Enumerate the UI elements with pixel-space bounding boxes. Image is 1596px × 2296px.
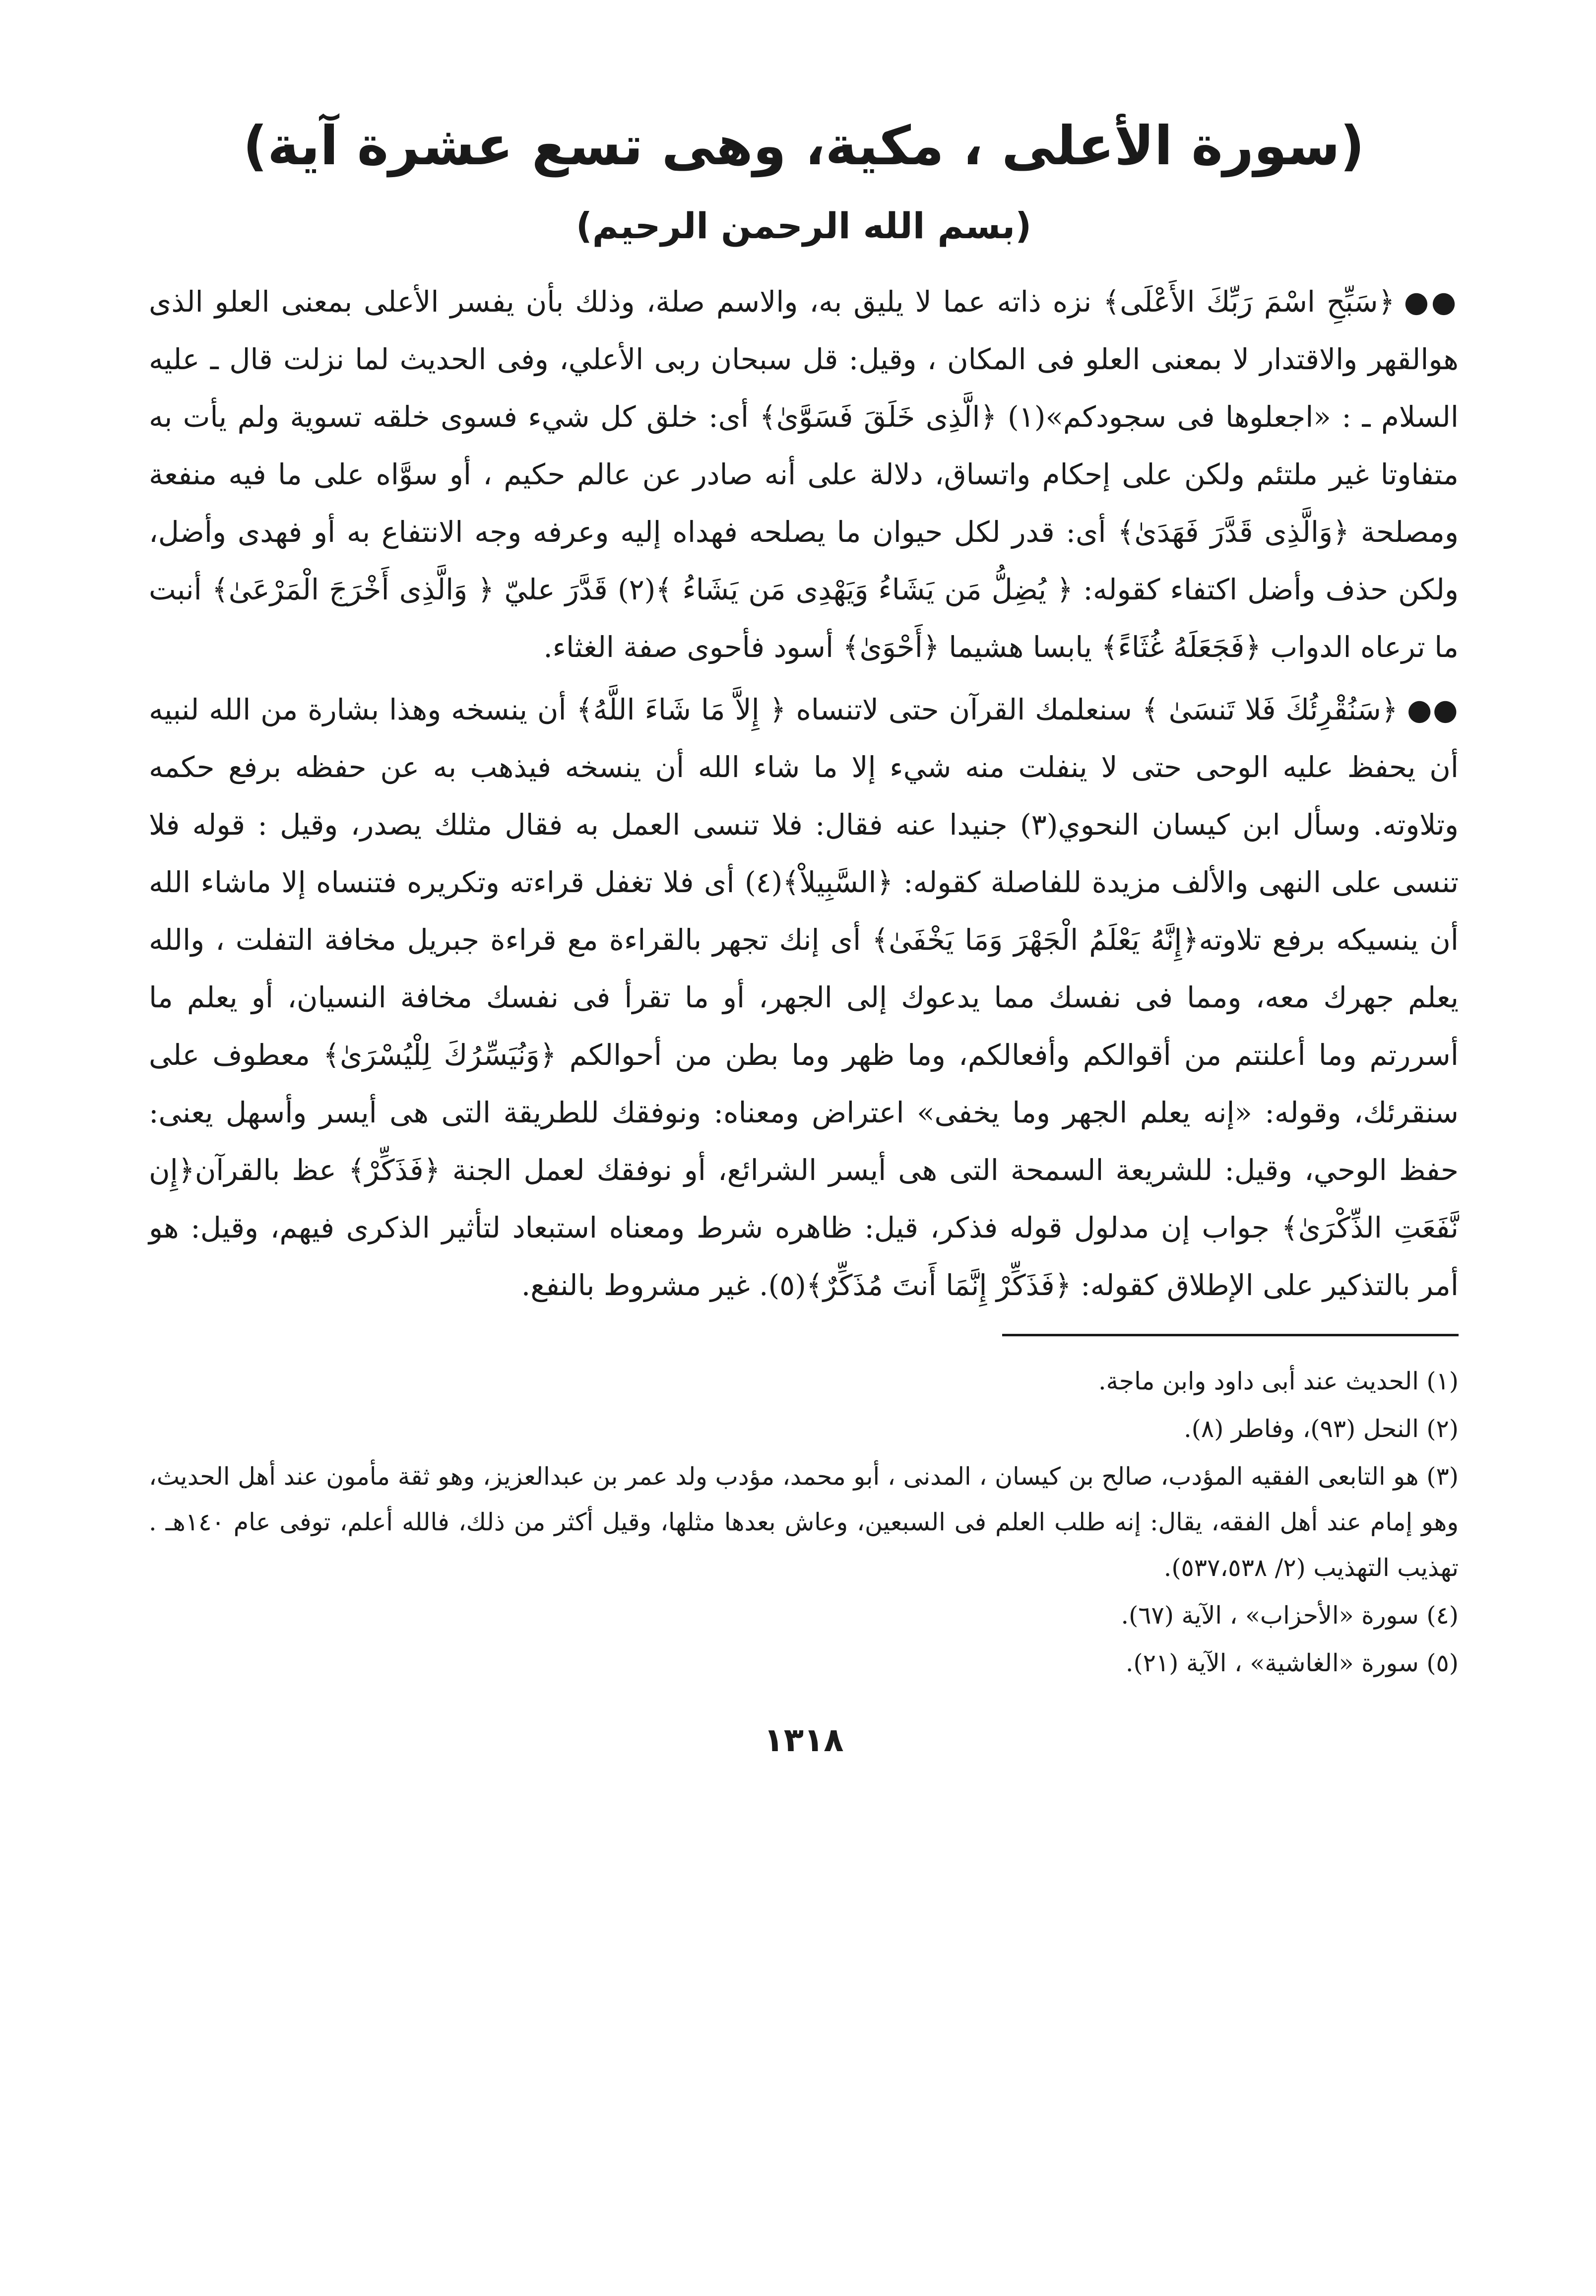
footnote: (٤) سورة «الأحزاب» ، الآية (٦٧). <box>1121 1601 1459 1630</box>
paragraph-text: ﴿سَبِّحِ اسْمَ رَبِّكَ الأَعْلَى﴾ نزه ذاته عما لا يليق به، والاسم صلة، وذلك بأن يفسر الأعلى بمعنى العلو الذى هوالقهر والاقتدار لا بمعنى العلو فى المكان ، وقيل: قل سبحان ربى الأعلي، وفى الحديث لما نزلت قال ـ عليه السلام ـ : «اجعلوها فى سجودكم»(١) ﴿الَّذِى خَلَقَ فَسَوَّىٰ﴾ أى: خلق كل شيء فسوى خلقه تسوية ولم يأت به متفاوتا غير ملتئم ولكن على إحكام واتساق، دلالة على أنه صادر عن عالم حكيم ، أو سوَّاه على ما فيه منفعة ومصلحة ﴿وَالَّذِى قَدَّرَ فَهَدَىٰ﴾ أى: قدر لكل حيوان ما يصلحه فهداه إليه وعرفه وجه الانتفاع به أو فهدى وأضل، ولكن حذف وأضل اكتفاء كقوله: ﴿ يُضِلُّ مَن يَشَاءُ وَيَهْدِى مَن يَشَاءُ ﴾(٢) قَدَّرَ عليّ ﴿ وَالَّذِى أَخْرَجَ الْمَرْعَىٰ﴾ أنبت ما ترعاه الدواب ﴿فَجَعَلَهُ غُثَاءً﴾ يابسا هشيما ﴿أَحْوَىٰ﴾ أسود فأحوى صفة الغثاء. <box>149 285 1459 664</box>
footnote-separator <box>149 1329 1459 1349</box>
tafsir-paragraph <box>149 681 1459 1314</box>
footnote-rule <box>1002 1334 1459 1336</box>
footnote: (٣) هو التابعى الفقيه المؤدب، صالح بن كيسان ، المدنى ، أبو محمد، مؤدب ولد عمر بن عبدالعزيز، وهو ثقة مأمون عند أهل الحديث، وهو إمام عند أهل الفقه، يقال: إنه طلب العلم فى السبعين، وعاش بعدها مثلها، وقيل أكثر من ذلك، فالله أعلم، توفى عام ١٤٠هـ . تهذيب التهذيب (٢/ ٥٣٧،٥٣٨). <box>149 1462 1459 1582</box>
footnotes <box>149 1359 1459 1686</box>
paragraph-bullet-icon: ●● <box>1404 285 1459 319</box>
footnote: (٢) النحل (٩٣)، وفاطر (٨). <box>1184 1415 1459 1443</box>
tafsir-paragraph <box>149 273 1459 676</box>
surah-title: (سورة الأعلى ، مكية، وهى تسع عشرة آية) <box>243 115 1365 177</box>
paragraph-bullet-icon: ●● <box>1406 693 1459 726</box>
basmala: (بسم الله الرحمن الرحيم) <box>575 205 1032 247</box>
footnote: (١) الحديث عند أبى داود وابن ماجة. <box>1098 1367 1459 1395</box>
page-number: ١٣١٨ <box>764 1721 844 1759</box>
book-page <box>149 99 1459 2233</box>
paragraph-text: ﴿سَنُقْرِئُكَ فَلا تَنسَىٰ ﴾ سنعلمك القرآن حتى لاتنساه ﴿ إِلاَّ مَا شَاءَ اللَّهُ﴾ أن ينسخه وهذا بشارة من الله لنبيه أن يحفظ عليه الوحى حتى لا ينفلت منه شيء إلا ما شاء الله أن ينسخه فيذهب به عن حفظه برفع حكمه وتلاوته. وسأل ابن كيسان النحوي(٣) جنيدا عنه فقال: فلا تنسى العمل به فقال مثلك يصدر، وقيل : قوله فلا تنسى على النهى والألف مزيدة للفاصلة كقوله: ﴿السَّبِيلاْ﴾(٤) أى فلا تغفل قراءته وتكريره فتنساه إلا ماشاء الله أن ينسيكه برفع تلاوته﴿إِنَّهُ يَعْلَمُ الْجَهْرَ وَمَا يَخْفَىٰ﴾ أى إنك تجهر بالقراءة مع قراءة جبريل مخافة التفلت ، والله يعلم جهرك معه، ومما فى نفسك مما يدعوك إلى الجهر، أو ما تقرأ فى نفسك مخافة النسيان، أو يعلم ما أسررتم وما أعلنتم من أقوالكم وأفعالكم، وما ظهر وما بطن من أحوالكم ﴿وَنُيَسِّرُكَ لِلْيُسْرَىٰ﴾ معطوف على سنقرئك، وقوله: «إنه يعلم الجهر وما يخفى» اعتراض ومعناه: ونوفقك للطريقة التى هى أيسر وأسهل يعنى: حفظ الوحي، وقيل: للشريعة السمحة التى هى أيسر الشرائع، أو نوفقك لعمل الجنة ﴿فَذَكِّرْ﴾ عظ بالقرآن﴿إِن نَّفَعَتِ الذِّكْرَىٰ﴾ جواب إن مدلول قوله فذكر، قيل: ظاهره شرط ومعناه استبعاد لتأثير الذكرى فيهم، وقيل: هو أمر بالتذكير على الإطلاق كقوله: ﴿فَذَكِّرْ إِنَّمَا أَنتَ مُذَكِّرٌ﴾(٥). غير مشروط بالنفع. <box>149 693 1459 1302</box>
tafsir-body <box>149 273 1459 1314</box>
footnote: (٥) سورة «الغاشية» ، الآية (٢١). <box>1125 1649 1459 1677</box>
